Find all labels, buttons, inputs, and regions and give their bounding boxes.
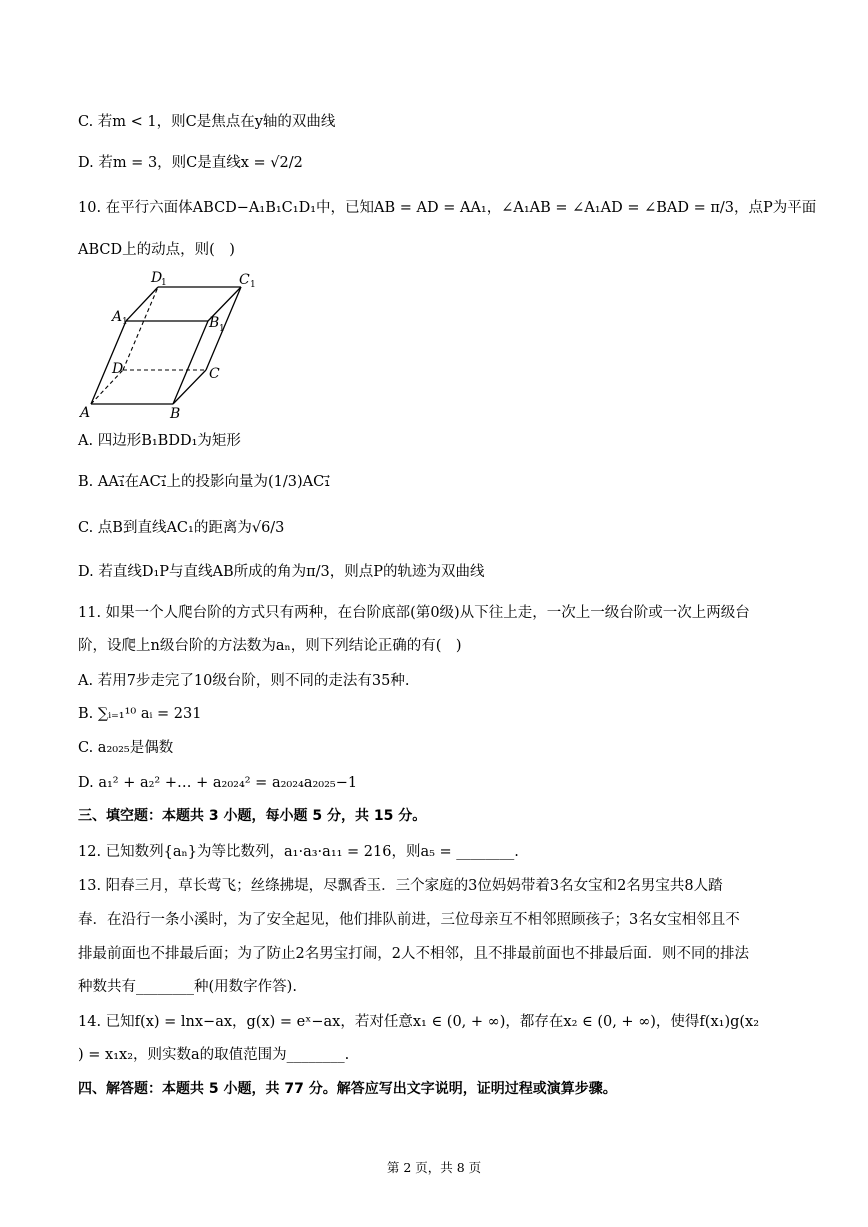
label-d: D xyxy=(112,361,124,377)
q11-option-a: A. 若用7步走完了10级台阶，则不同的走法有35种. xyxy=(78,673,410,689)
parallelepiped-figure xyxy=(78,265,268,425)
parallelepiped-diagram xyxy=(78,265,268,425)
q9-option-d: D. 若m = 3，则C是直线x = √2/2 xyxy=(78,155,303,171)
label-b1: B xyxy=(209,315,220,331)
q13-line1: 13. 阳春三月，草长莺飞；丝绦拂堤，尽飘香玉．三个家庭的3位妈妈带着3名女宝和2名男宝共8人踏 xyxy=(78,878,723,894)
q12: 12. 已知数列{aₙ}为等比数列，a₁·a₃·a₁₁ = 216，则a₅ = ________. xyxy=(78,844,519,860)
label-c1-sub: 1 xyxy=(250,280,256,290)
q11-option-c: C. a₂₀₂₅是偶数 xyxy=(78,740,174,756)
edge-bb1 xyxy=(173,321,208,404)
label-c1: C xyxy=(239,272,250,288)
q11-option-b: B. ∑ᵢ₌₁¹⁰ aᵢ = 231 xyxy=(78,706,202,722)
q10-option-a: A. 四边形B₁BDD₁为矩形 xyxy=(78,433,241,449)
label-a1: A xyxy=(112,309,123,325)
q13-line4: 种数共有________种(用数字作答). xyxy=(78,979,297,995)
label-b: B xyxy=(170,406,181,422)
q11-stem-line2: 阶，设爬上n级台阶的方法数为aₙ，则下列结论正确的有( ) xyxy=(78,638,462,654)
section-fill-in-heading: 三、填空题：本题共 3 小题，每小题 5 分，共 15 分。 xyxy=(78,808,427,824)
q10-option-c: C. 点B到直线AC₁的距离为√6/3 xyxy=(78,520,285,536)
section-answer-heading: 四、解答题：本题共 5 小题，共 77 分。解答应写出文字说明，证明过程或演算步骤。 xyxy=(78,1081,617,1097)
q14-line2: ) = x₁x₂，则实数a的取值范围为________. xyxy=(78,1047,350,1063)
q10-option-d: D. 若直线D₁P与直线AB所成的角为π/3，则点P的轨迹为双曲线 xyxy=(78,564,485,580)
edge-a1d1 xyxy=(126,287,158,321)
label-b1-sub: 1 xyxy=(219,324,225,334)
q13-line2: 春．在沿行一条小溪时，为了安全起见，他们排队前进，三位母亲互不相邻照顾孩子；3名女宝相邻且不 xyxy=(78,912,740,928)
page-footer: 第 2 页，共 8 页 xyxy=(386,1160,482,1175)
label-a: A xyxy=(80,405,91,421)
edge-bc xyxy=(173,370,206,404)
label-d1-sub: 1 xyxy=(161,278,167,288)
q10-stem-line2: ABCD上的动点，则( ) xyxy=(78,242,235,258)
q10-option-b: B. AA₁⃗在AC₁⃗上的投影向量为(1/3)AC₁⃗ xyxy=(78,474,331,490)
q13-line3: 排最前面也不排最后面；为了防止2名男宝打闹，2人不相邻，且不排最前面也不排最后面．则不同的排法 xyxy=(78,946,749,962)
q11-option-d: D. a₁² + a₂² +… + a₂₀₂₄² = a₂₀₂₄a₂₀₂₅−1 xyxy=(78,775,358,791)
edge-dd1-hidden xyxy=(123,287,158,370)
q9-option-c: C. 若m < 1，则C是焦点在y轴的双曲线 xyxy=(78,114,336,130)
q10-stem-line1: 10. 在平行六面体ABCD−A₁B₁C₁D₁中，已知AB = AD = AA₁，∠A₁AB = ∠A₁AD = ∠BAD = π/3，点P为平面 xyxy=(78,200,817,216)
label-a1-sub: 1 xyxy=(122,317,128,327)
q14-line1: 14. 已知f(x) = lnx−ax，g(x) = eˣ−ax，若对任意x₁ ∈ (0, + ∞)，都存在x₂ ∈ (0, + ∞)，使得f(x₁)g(x₂ xyxy=(78,1014,760,1030)
label-c: C xyxy=(209,366,220,382)
label-d1: D xyxy=(151,270,163,286)
q11-stem-line1: 11. 如果一个人爬台阶的方式只有两种，在台阶底部(第0级)从下往上走，一次上一级台阶或一次上两级台 xyxy=(78,605,750,621)
